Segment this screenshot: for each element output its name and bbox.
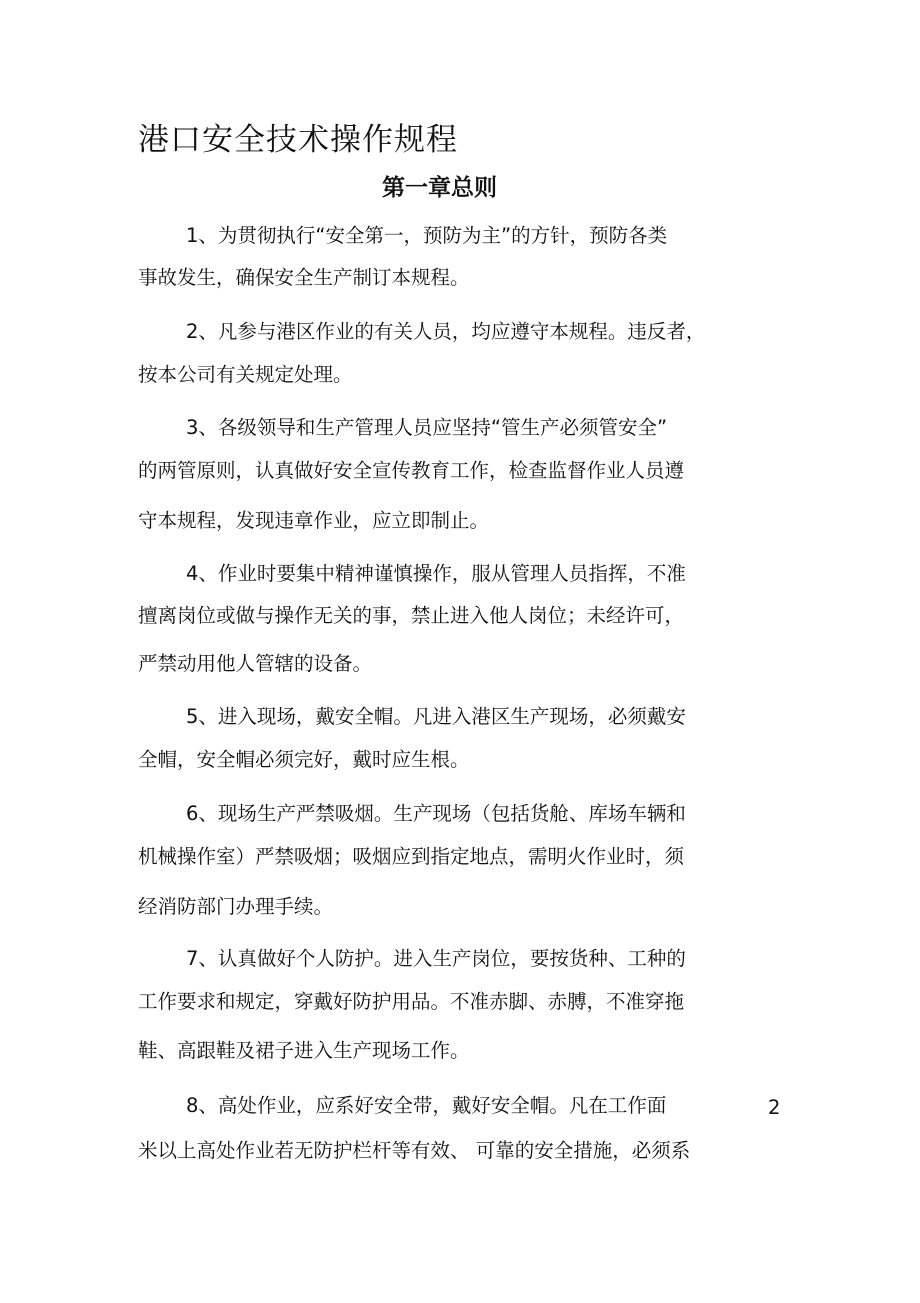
document-title: 港口安全技术操作规程 <box>138 122 458 158</box>
text-line: 7、认真做好个人防护。进入生产岗位，要按货种、工种的 <box>186 947 686 970</box>
text-line: 8、高处作业，应系好安全带，戴好安全帽。凡在工作面 <box>186 1094 667 1117</box>
text-line: 6、现场生产严禁吸烟。生产现场（包括货舱、库场车辆和 <box>186 802 686 825</box>
text-line: 全帽，安全帽必须完好，戴时应生根。 <box>138 748 470 771</box>
text-line: 鞋、高跟鞋及裙子进入生产现场工作。 <box>138 1039 470 1062</box>
text-line: 4、作业时要集中精神谨慎操作，服从管理人员指挥，不准 <box>186 562 686 585</box>
text-line: 按本公司有关规定处理。 <box>138 363 353 386</box>
text-line: 1、为贯彻执行“安全第一，预防为主”的方针，预防各类 <box>186 224 668 247</box>
chapter-title: 第一章总则 <box>382 175 497 201</box>
text-line: 严禁动用他人管辖的设备。 <box>138 652 373 675</box>
text-line: 的两管原则，认真做好安全宣传教育工作，检查监督作业人员遵 <box>138 459 685 482</box>
text-line: 3、各级领导和生产管理人员应坚持“管生产必须管安全” <box>186 416 668 439</box>
text-line: 米以上高处作业若无防护栏杆等有效、 可靠的安全措施，必须系 <box>138 1139 691 1162</box>
text-line: 机械操作室）严禁吸烟；吸烟应到指定地点，需明火作业时，须 <box>138 845 685 868</box>
text-line: 守本规程，发现违章作业，应立即制止。 <box>138 509 490 532</box>
text-line: 5、进入现场，戴安全帽。凡进入港区生产现场，必须戴安 <box>186 705 686 728</box>
side-number: 2 <box>768 1096 781 1119</box>
text-line: 工作要求和规定，穿戴好防护用品。不准赤脚、赤膊，不准穿拖 <box>138 990 685 1013</box>
text-line: 经消防部门办理手续。 <box>138 895 334 918</box>
text-line: 2、凡参与港区作业的有关人员，均应遵守本规程。违反者， <box>186 320 706 343</box>
text-line: 擅离岗位或做与操作无关的事，禁止进入他人岗位；未经许可， <box>138 604 685 627</box>
text-line: 事故发生，确保安全生产制订本规程。 <box>138 266 470 289</box>
